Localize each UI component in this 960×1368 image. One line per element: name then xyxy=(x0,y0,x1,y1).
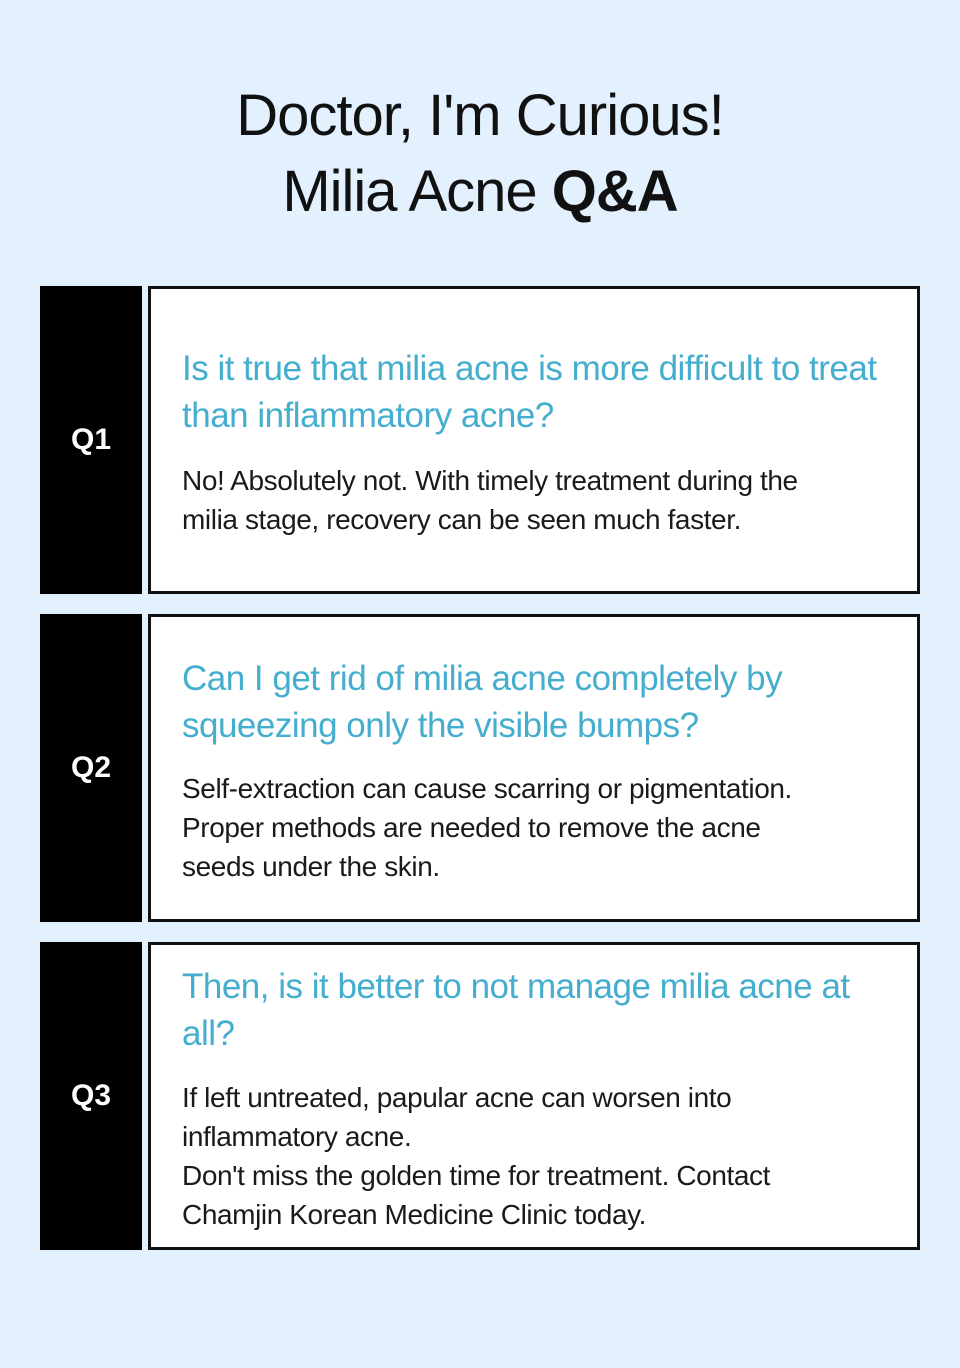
qa-item-3 xyxy=(40,942,920,1250)
qa-item-2 xyxy=(40,614,920,922)
answer-line: Self-extraction can cause scarring or pigmentation. xyxy=(182,773,792,804)
question-label-q2: Q2 xyxy=(40,614,142,922)
question-text-3: Then, is it better to not manage milia acne at all? xyxy=(182,967,850,1053)
answer-text-2 xyxy=(182,769,902,886)
qa-card-2 xyxy=(148,614,920,922)
answer-line: If left untreated, papular acne can worsen into xyxy=(182,1082,732,1113)
answer-line: Proper methods are needed to remove the acne xyxy=(182,812,761,843)
question-text-1: Is it true that milia acne is more difficult to treat than inflammatory acne? xyxy=(182,349,877,435)
title-line-2 xyxy=(0,154,960,230)
qa-item-1 xyxy=(40,286,920,594)
question-label-q3: Q3 xyxy=(40,942,142,1250)
answer-text-3 xyxy=(182,1078,902,1234)
qa-card-3 xyxy=(148,942,920,1250)
question-text-2: Can I get rid of milia acne completely by squeezing only the visible bumps? xyxy=(182,659,783,745)
title-line-2-bold: Q&A xyxy=(551,159,678,224)
title-line-1: Doctor, I'm Curious! xyxy=(236,83,724,148)
answer-line: Chamjin Korean Medicine Clinic today. xyxy=(182,1199,647,1230)
answer-text-1 xyxy=(182,461,902,539)
question-label-q1: Q1 xyxy=(40,286,142,594)
page-title xyxy=(0,78,960,230)
answer-line: No! Absolutely not. With timely treatment during the xyxy=(182,465,798,496)
answer-line: milia stage, recovery can be seen much faster. xyxy=(182,504,741,535)
answer-line: inflammatory acne. xyxy=(182,1121,412,1152)
answer-line: seeds under the skin. xyxy=(182,851,440,882)
qa-card-1 xyxy=(148,286,920,594)
answer-line: Don't miss the golden time for treatment. Contact xyxy=(182,1160,771,1191)
title-line-2-prefix: Milia Acne xyxy=(282,159,552,224)
